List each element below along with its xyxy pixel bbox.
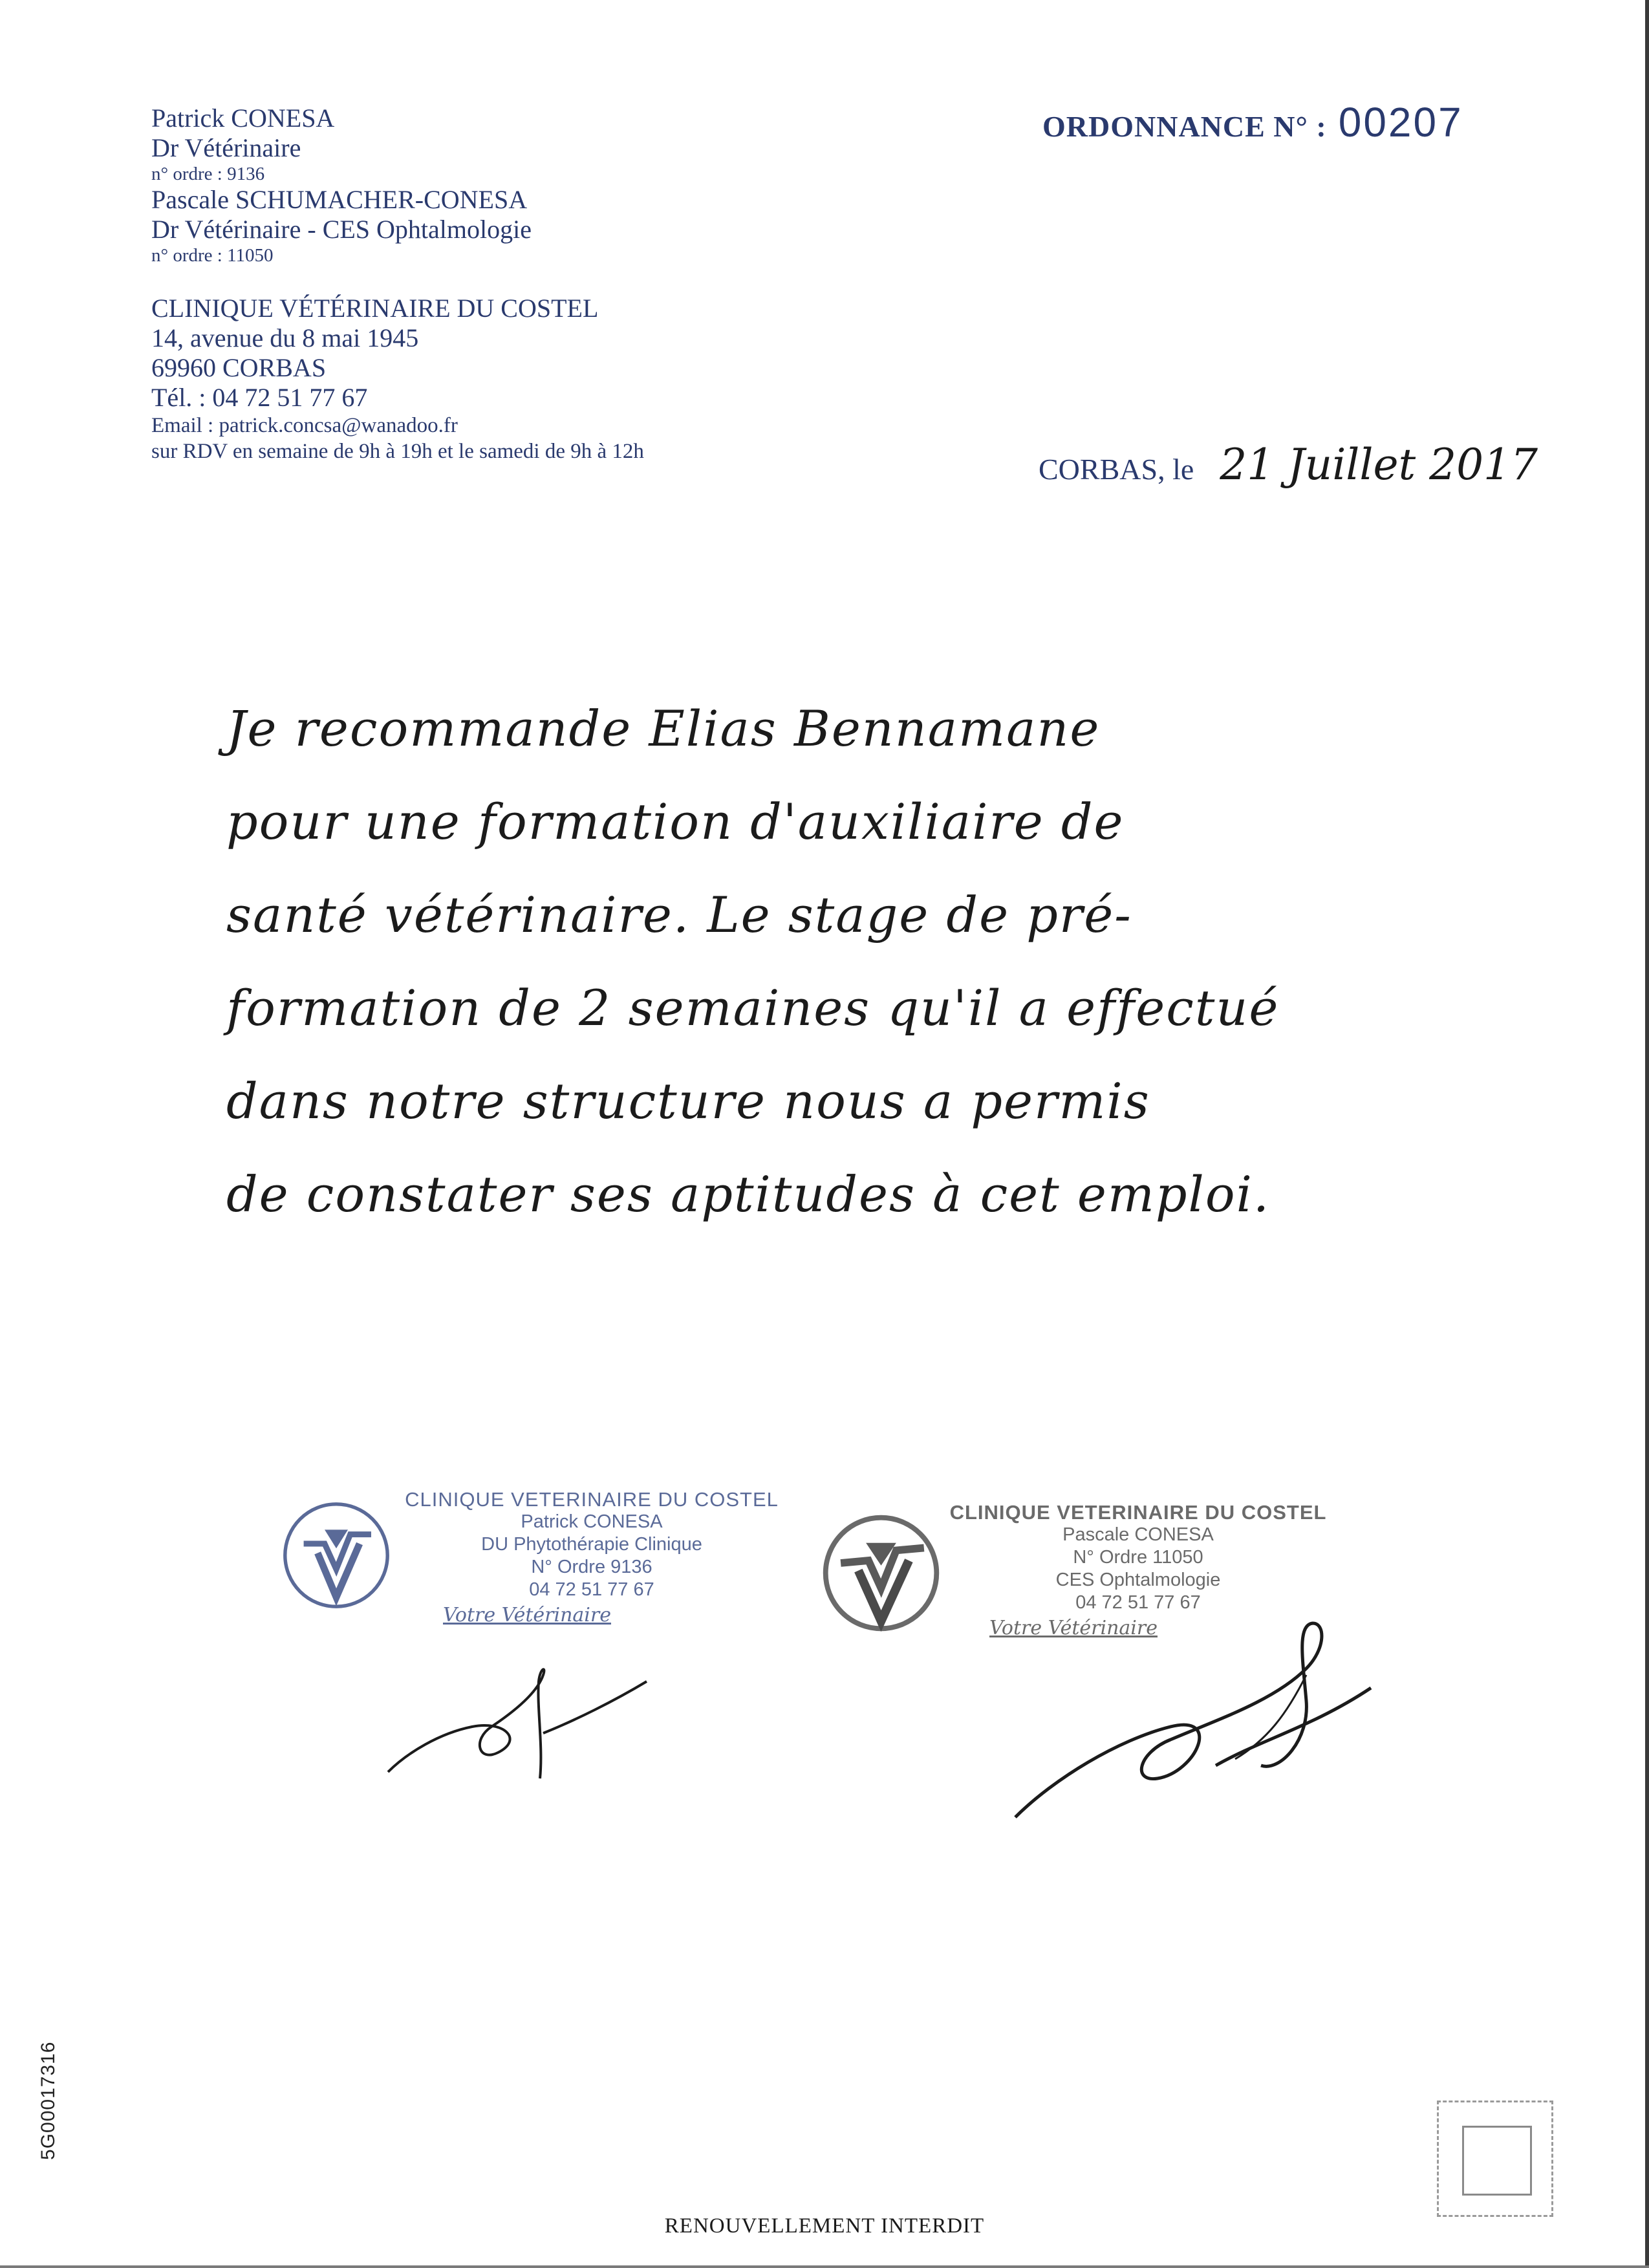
- stamp-patrick-conesa: [391, 1489, 792, 1630]
- doctor2-name: Pascale SCHUMACHER-CONESA: [151, 185, 528, 214]
- place-date: [1039, 440, 1538, 490]
- ordonnance-value: 00207: [1338, 99, 1463, 146]
- signature-patrick: [382, 1656, 653, 1785]
- place-label: CORBAS, le: [1039, 453, 1194, 486]
- handwritten-letter: [226, 682, 1558, 1241]
- address-line2: 69960 CORBAS: [151, 353, 327, 382]
- letter-line: pour une formation d'auxiliaire de: [226, 793, 1125, 850]
- doctor2-title: Dr Vétérinaire - CES Ophtalmologie: [151, 215, 532, 244]
- scan-edge-right: [1645, 0, 1649, 2268]
- hours: sur RDV en semaine de 9h à 19h et le samedi de 9h à 12h: [151, 440, 644, 463]
- phone: Tél. : 04 72 51 77 67: [151, 383, 368, 412]
- stamp-clinic-name: CLINIQUE VETERINAIRE DU COSTEL: [949, 1501, 1327, 1524]
- stamp-tagline: Votre Vétérinaire: [443, 1604, 611, 1626]
- header-spacer: [151, 266, 798, 294]
- letter-line: de constater ses aptitudes à cet emploi.: [226, 1165, 1271, 1223]
- stamp-qualification: DU Phytothérapie Clinique: [481, 1534, 702, 1555]
- corner-box-inner: [1462, 2126, 1532, 2196]
- doctor1-title: Dr Vétérinaire: [151, 133, 301, 162]
- stamp-doctor: Patrick CONESA: [521, 1511, 663, 1532]
- stamp-order: N° Ordre 11050: [1073, 1547, 1203, 1568]
- serial-number: 5G00017316: [38, 2041, 59, 2160]
- footer-notice: RENOUVELLEMENT INTERDIT: [664, 2214, 985, 2238]
- email: Email : patrick.concsa@wanadoo.fr: [151, 414, 458, 437]
- stamp-qualification: CES Ophtalmologie: [1055, 1570, 1221, 1590]
- stamp-clinic-name: CLINIQUE VETERINAIRE DU COSTEL: [405, 1488, 779, 1511]
- doctor1-order: n° ordre : 9136: [151, 164, 265, 184]
- stamp-order: N° Ordre 9136: [531, 1557, 652, 1577]
- letter-line: dans notre structure nous a permis: [226, 1072, 1150, 1130]
- letter-line: Je recommande Elias Bennamane: [226, 700, 1101, 757]
- handwritten-date: 21 Juillet 2017: [1220, 440, 1538, 490]
- clinic-name: CLINIQUE VÉTÉRINAIRE DU COSTEL: [151, 294, 599, 323]
- clinic-logo-icon: [278, 1497, 394, 1614]
- doctor2-order: n° ordre : 11050: [151, 245, 274, 266]
- doctor1-name: Patrick CONESA: [151, 103, 335, 133]
- scan-edge-bottom: [0, 2265, 1649, 2268]
- stamp-phone: 04 72 51 77 67: [529, 1579, 654, 1600]
- signature-pascale: [1002, 1610, 1377, 1830]
- ordonnance-label: ORDONNANCE N° :: [1042, 110, 1327, 143]
- stamp-doctor: Pascale CONESA: [1062, 1524, 1214, 1545]
- stamp-phone: 04 72 51 77 67: [1075, 1592, 1201, 1613]
- corner-box: [1437, 2101, 1553, 2217]
- stamp-tagline: Votre Vétérinaire: [989, 1617, 1158, 1639]
- clinic-logo-icon: [818, 1510, 944, 1636]
- letter-line: formation de 2 semaines qu'il a effectué: [226, 979, 1280, 1037]
- letterhead: [151, 103, 798, 464]
- letter-line: santé vétérinaire. Le stage de pré-: [226, 886, 1132, 944]
- address-line1: 14, avenue du 8 mai 1945: [151, 323, 419, 352]
- ordonnance-number: [1042, 98, 1463, 146]
